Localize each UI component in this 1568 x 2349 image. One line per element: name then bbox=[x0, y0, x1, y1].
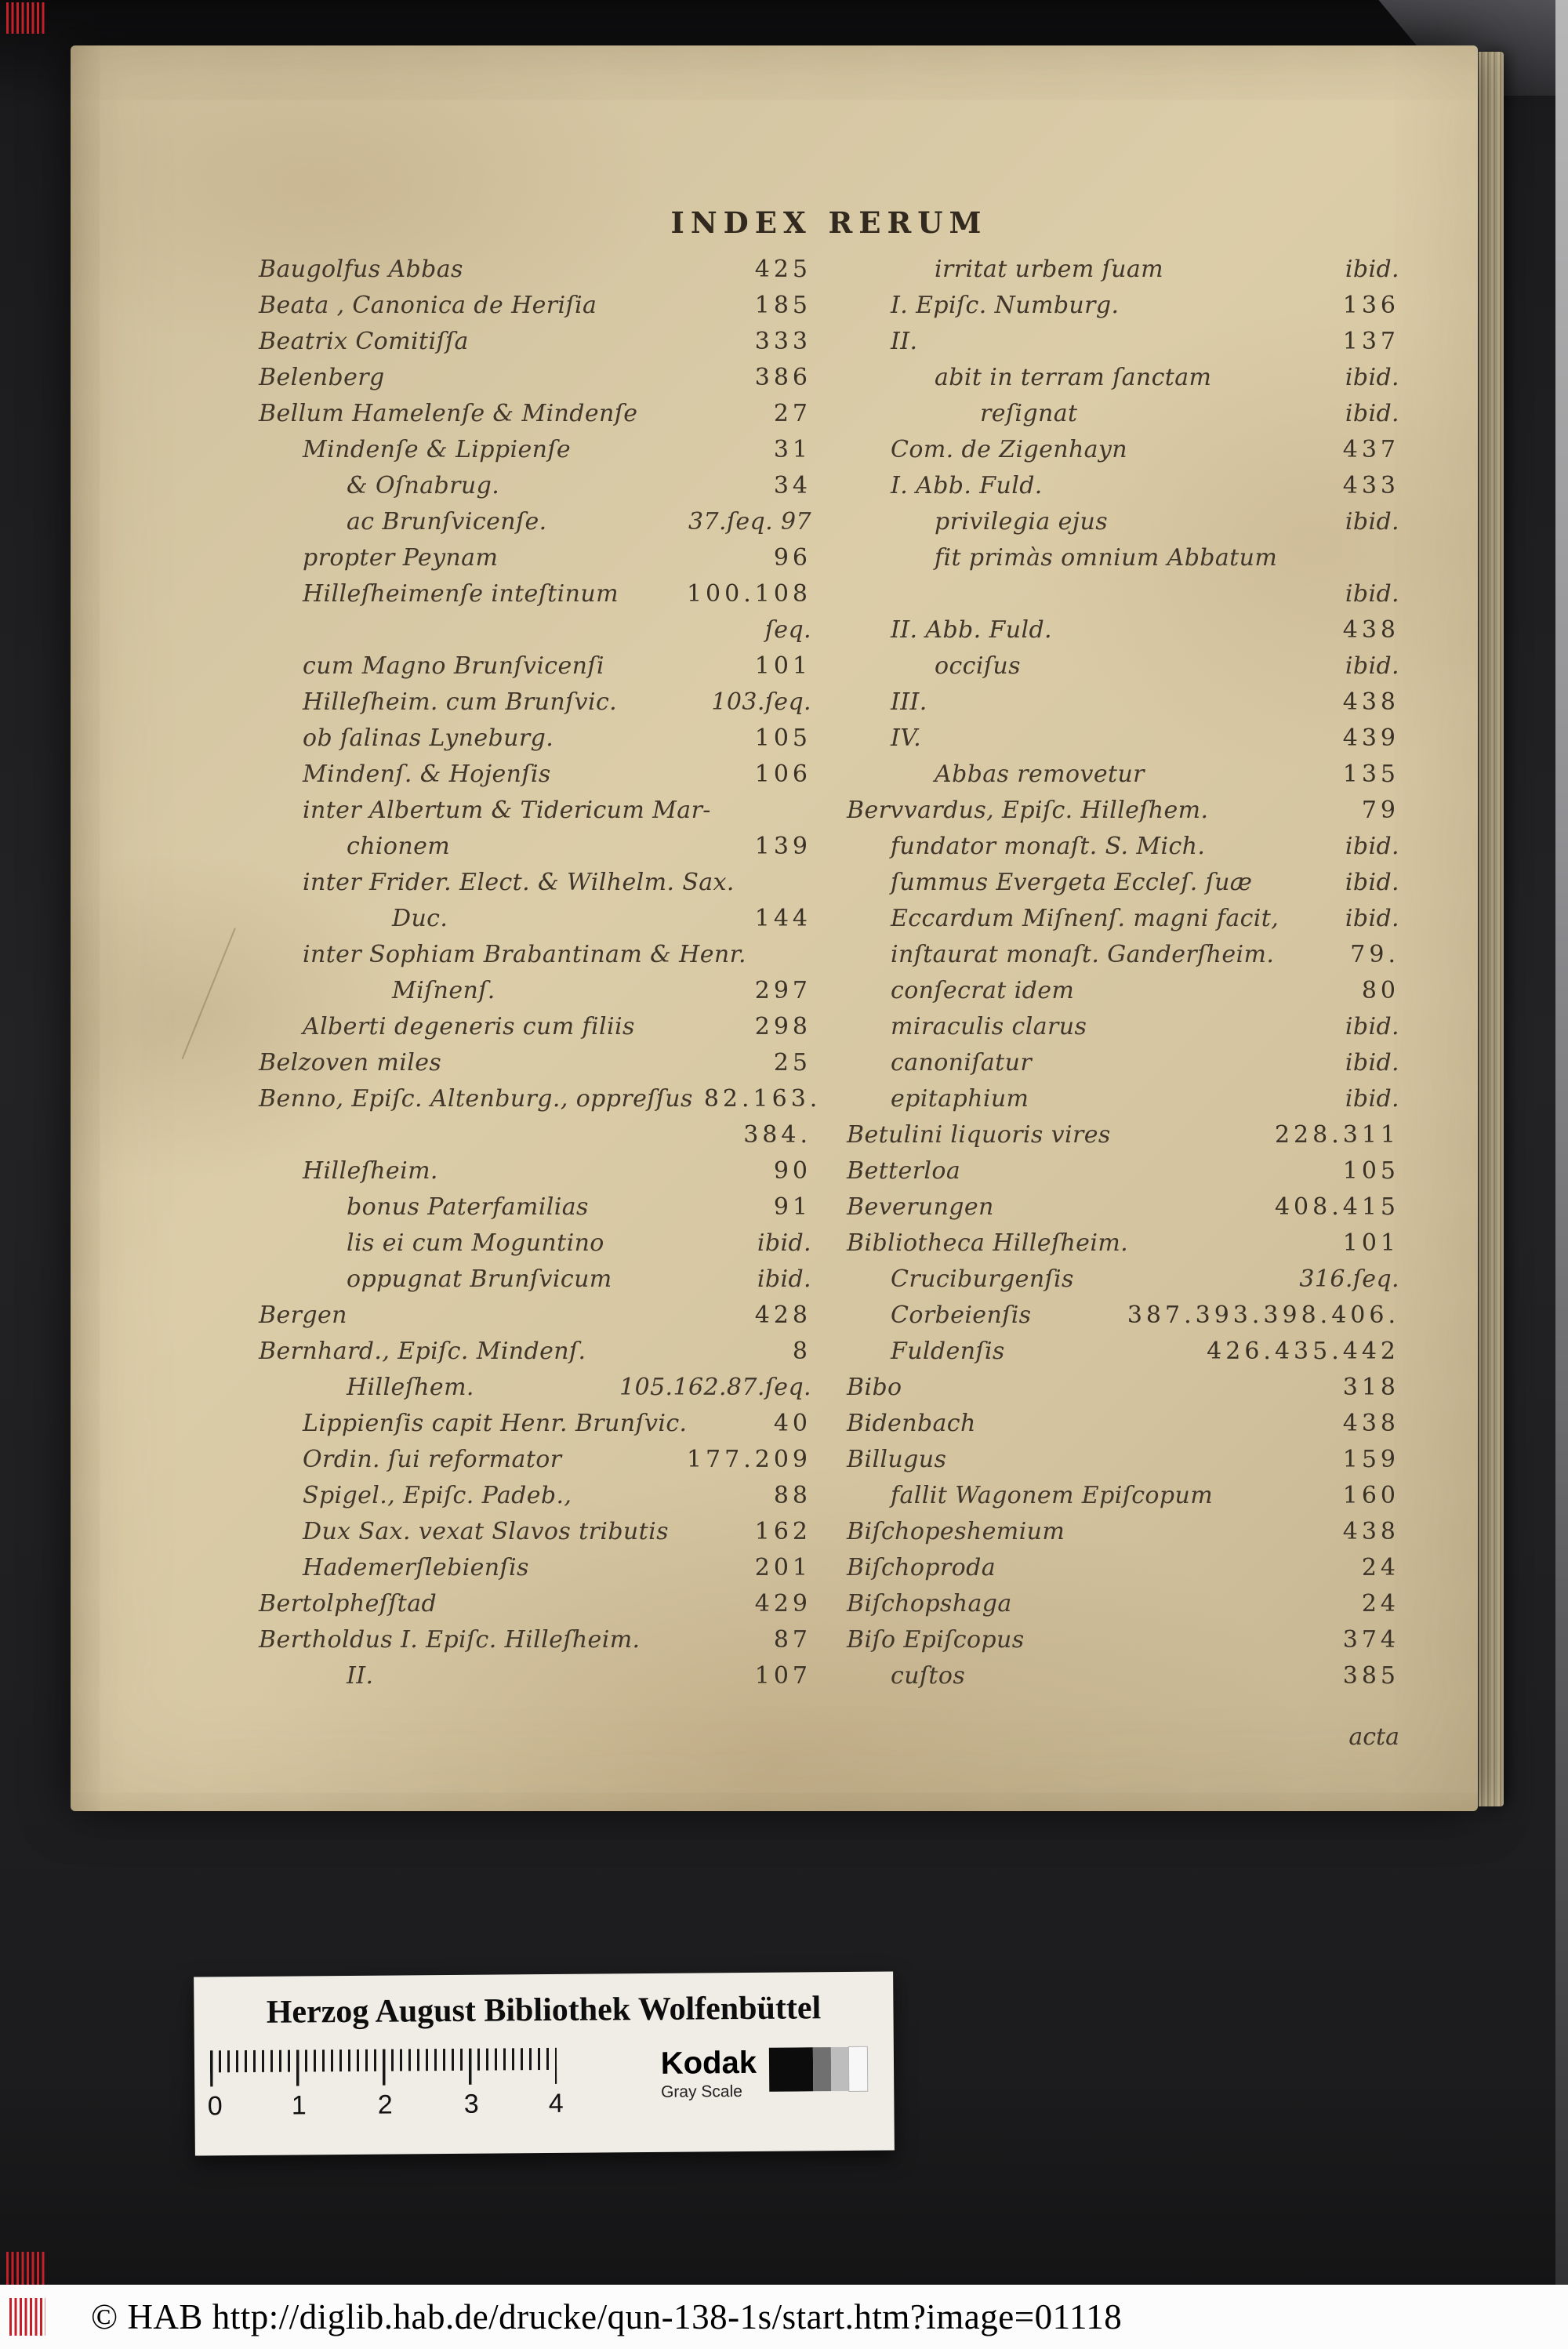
entry-page-number: 37.ſeq. 97 bbox=[688, 508, 811, 536]
index-entry bbox=[259, 256, 811, 292]
index-entry bbox=[259, 328, 811, 364]
entry-page-number: ibid. bbox=[1345, 652, 1399, 680]
index-entry bbox=[259, 1518, 811, 1554]
entry-page-number: 101 bbox=[754, 652, 811, 680]
index-entry bbox=[259, 580, 811, 616]
entry-page-number: 228.311 bbox=[1274, 1121, 1399, 1149]
entry-page-number: 80 bbox=[1361, 977, 1399, 1004]
ruler-number-1: 1 bbox=[291, 2090, 307, 2121]
entry-page-number: 27 bbox=[773, 400, 811, 427]
index-entry bbox=[847, 761, 1399, 797]
entry-page-number: 298 bbox=[754, 1013, 811, 1040]
entry-page-number: 105.162.87.ſeq. bbox=[619, 1374, 811, 1401]
index-entry bbox=[847, 508, 1399, 544]
index-entry bbox=[259, 544, 811, 580]
index-entry bbox=[259, 1374, 811, 1410]
index-entry bbox=[847, 1193, 1399, 1229]
index-columns bbox=[259, 256, 1399, 1698]
index-entry bbox=[847, 941, 1399, 977]
kodak-logo: Kodak bbox=[660, 2045, 757, 2081]
entry-page-number: 408.415 bbox=[1274, 1193, 1399, 1221]
entry-page-number: ibid. bbox=[1345, 869, 1399, 896]
ruler-number-2: 2 bbox=[377, 2089, 393, 2120]
entry-page-number: 438 bbox=[1342, 1518, 1399, 1545]
entry-text: Biſchopshaga bbox=[847, 1590, 1012, 1617]
entry-page-number: 91 bbox=[773, 1193, 811, 1221]
entry-text: Dux Sax. vexat Slavos tributis bbox=[303, 1518, 669, 1545]
index-entry bbox=[847, 1302, 1399, 1338]
entry-page-number: 144 bbox=[754, 905, 811, 932]
entry-page-number: ibid. bbox=[1345, 833, 1399, 860]
index-entry bbox=[259, 797, 811, 833]
index-entry bbox=[259, 292, 811, 328]
entry-text: Com. de Zigenhayn bbox=[891, 436, 1128, 463]
library-label bbox=[194, 1972, 895, 2156]
index-entry bbox=[847, 1590, 1399, 1626]
index-entry bbox=[847, 400, 1399, 436]
entry-page-number: 87 bbox=[773, 1626, 811, 1654]
copyright-url: © HAB http://diglib.hab.de/drucke/qun-138-1s/start.htm?image=01118 bbox=[91, 2297, 1123, 2336]
index-entry bbox=[847, 797, 1399, 833]
entry-text: epitaphium bbox=[891, 1085, 1029, 1113]
entry-text: inſtaurat monaſt. Ganderſheim. bbox=[891, 941, 1275, 968]
index-entry bbox=[259, 1410, 811, 1446]
footer-strip bbox=[0, 2285, 1568, 2349]
index-entry bbox=[847, 1518, 1399, 1554]
index-entry bbox=[847, 869, 1399, 905]
index-entry bbox=[259, 1662, 811, 1698]
entry-page-number: ibid. bbox=[1345, 508, 1399, 536]
entry-page-number: 177.209 bbox=[686, 1446, 811, 1473]
entry-page-number: 438 bbox=[1342, 688, 1399, 716]
entry-text: II. bbox=[891, 328, 918, 355]
red-registration-barcode-bottom bbox=[6, 2252, 47, 2286]
entry-text: Beata , Canonica de Heriſia bbox=[259, 292, 597, 319]
index-entry bbox=[847, 1338, 1399, 1374]
entry-page-number: 103.ſeq. bbox=[711, 688, 811, 716]
entry-page-number: 105 bbox=[754, 724, 811, 752]
ruler-number-4: 4 bbox=[548, 2088, 564, 2118]
paper-crease bbox=[182, 928, 239, 1060]
entry-text: Benno, Epiſc. Altenburg., oppreſſus bbox=[259, 1085, 693, 1113]
entry-page-number: 135 bbox=[1342, 761, 1399, 788]
catchword: acta bbox=[1348, 1723, 1399, 1751]
index-entry bbox=[259, 1482, 811, 1518]
index-entry bbox=[259, 1554, 811, 1590]
index-entry bbox=[847, 1157, 1399, 1193]
entry-page-number: 438 bbox=[1342, 616, 1399, 644]
entry-page-number: 79. bbox=[1350, 941, 1399, 968]
scale-ruler bbox=[207, 2048, 564, 2122]
entry-page-number: ibid. bbox=[1345, 256, 1399, 283]
grayscale-patch-light-gray bbox=[831, 2047, 849, 2091]
entry-page-number: 139 bbox=[754, 833, 811, 860]
entry-text: II. Abb. Fuld. bbox=[891, 616, 1052, 644]
entry-page-number: ibid. bbox=[1345, 580, 1399, 608]
entry-text: fundator monaſt. S. Mich. bbox=[891, 833, 1206, 860]
entry-text: Belenberg bbox=[259, 364, 385, 391]
entry-text: ſummus Evergeta Eccleſ. ſuæ bbox=[891, 869, 1253, 896]
index-entry bbox=[847, 328, 1399, 364]
entry-text: canoniſatur bbox=[891, 1049, 1033, 1076]
ruler-numbers bbox=[207, 2088, 564, 2122]
entry-text: irritat urbem ſuam bbox=[935, 256, 1163, 283]
entry-page-number: 106 bbox=[754, 761, 811, 788]
entry-page-number: 333 bbox=[754, 328, 811, 355]
index-entry bbox=[847, 833, 1399, 869]
index-entry bbox=[847, 688, 1399, 724]
index-entry bbox=[259, 833, 811, 869]
entry-page-number: 297 bbox=[754, 977, 811, 1004]
index-entry bbox=[259, 688, 811, 724]
entry-text: Beatrix Comitiſſa bbox=[259, 328, 469, 355]
entry-text: ob ſalinas Lyneburg. bbox=[303, 724, 554, 752]
entry-page-number: 439 bbox=[1342, 724, 1399, 752]
index-entry bbox=[259, 1590, 811, 1626]
entry-text: inter Sophiam Brabantinam & Henr. bbox=[303, 941, 746, 968]
entry-page-number: 31 bbox=[773, 436, 811, 463]
entry-text: Biſo Epiſcopus bbox=[847, 1626, 1025, 1654]
entry-text: Miſnenſ. bbox=[392, 977, 495, 1004]
entry-page-number: 100.108 bbox=[686, 580, 811, 608]
entry-page-number: 428 bbox=[754, 1302, 811, 1329]
entry-text: Bernhard., Epiſc. Mindenſ. bbox=[259, 1338, 586, 1365]
page-title: INDEX RERUM bbox=[670, 205, 988, 240]
entry-page-number: 159 bbox=[1342, 1446, 1399, 1473]
index-entry bbox=[847, 1410, 1399, 1446]
entry-text: chionem bbox=[347, 833, 451, 860]
entry-text: Billugus bbox=[847, 1446, 947, 1473]
index-entry bbox=[259, 1626, 811, 1662]
entry-text: ac Brunſvicenſe. bbox=[347, 508, 547, 536]
index-entry bbox=[847, 544, 1399, 580]
index-entry bbox=[259, 436, 811, 472]
entry-text: abit in terram ſanctam bbox=[935, 364, 1212, 391]
kodak-grayscale-block bbox=[661, 2046, 868, 2119]
entry-page-number: 185 bbox=[754, 292, 811, 319]
library-name: Herzog August Bibliothek Wolfenbüttel bbox=[266, 1990, 822, 2031]
entry-text: II. bbox=[347, 1662, 374, 1690]
entry-text: lis ei cum Moguntino bbox=[347, 1229, 604, 1257]
entry-text: Duc. bbox=[392, 905, 448, 932]
entry-text: cum Magno Brunſvicenſi bbox=[303, 652, 604, 680]
entry-text: Belzoven miles bbox=[259, 1049, 442, 1076]
book-fore-edge-pages bbox=[1479, 52, 1504, 1806]
entry-text: reſignat bbox=[980, 400, 1078, 427]
entry-page-number: 429 bbox=[754, 1590, 811, 1617]
grayscale-patches bbox=[769, 2047, 867, 2092]
entry-text: Beverungen bbox=[847, 1193, 994, 1221]
entry-text: Bertholdus I. Epiſc. Hilleſheim. bbox=[259, 1626, 641, 1654]
index-entry bbox=[847, 1121, 1399, 1157]
entry-page-number: 316.ſeq. bbox=[1299, 1265, 1399, 1293]
index-entry bbox=[847, 1085, 1399, 1121]
entry-text: Mindenſe & Lippienſe bbox=[303, 436, 571, 463]
ruler-number-3: 3 bbox=[463, 2089, 479, 2119]
index-entry bbox=[259, 1049, 811, 1085]
entry-page-number: 24 bbox=[1361, 1590, 1399, 1617]
index-entry bbox=[259, 472, 811, 508]
entry-page-number: 318 bbox=[1342, 1374, 1399, 1401]
entry-text: propter Peynam bbox=[303, 544, 499, 572]
index-entry bbox=[847, 436, 1399, 472]
entry-text: inter Frider. Elect. & Wilhelm. Sax. bbox=[303, 869, 735, 896]
index-entry bbox=[847, 1265, 1399, 1302]
entry-page-number: ibid. bbox=[1345, 1049, 1399, 1076]
entry-text: Bibo bbox=[847, 1374, 902, 1401]
index-entry bbox=[259, 1193, 811, 1229]
entry-page-number: 34 bbox=[773, 472, 811, 499]
entry-text: Bidenbach bbox=[847, 1410, 976, 1437]
entry-text: & Oſnabrug. bbox=[347, 472, 500, 499]
entry-page-number: 160 bbox=[1342, 1482, 1399, 1509]
entry-text: Spigel., Epiſc. Padeb., bbox=[303, 1482, 572, 1509]
index-entry bbox=[847, 1049, 1399, 1085]
entry-text: Cruciburgenſis bbox=[891, 1265, 1074, 1293]
entry-text: Bellum Hamelenſe & Mindenſe bbox=[259, 400, 638, 427]
index-entry bbox=[847, 1446, 1399, 1482]
entry-text: I. Abb. Fuld. bbox=[891, 472, 1043, 499]
entry-text: Corbeienſis bbox=[891, 1302, 1032, 1329]
entry-page-number: 384. bbox=[743, 1121, 811, 1149]
entry-page-number: 437 bbox=[1342, 436, 1399, 463]
index-column-left bbox=[259, 256, 822, 1698]
entry-page-number: ibid. bbox=[1345, 1013, 1399, 1040]
entry-page-number: 387.393.398.406. bbox=[1127, 1302, 1399, 1329]
entry-page-number: ibid. bbox=[1345, 1085, 1399, 1113]
entry-page-number: ibid. bbox=[757, 1229, 811, 1257]
index-entry bbox=[847, 652, 1399, 688]
entry-page-number: 136 bbox=[1342, 292, 1399, 319]
index-entry bbox=[259, 1085, 822, 1121]
scan-right-edge bbox=[1555, 0, 1568, 2349]
index-entry bbox=[847, 977, 1399, 1013]
entry-page-number: 101 bbox=[1342, 1229, 1399, 1257]
entry-page-number: 438 bbox=[1342, 1410, 1399, 1437]
index-entry bbox=[259, 652, 811, 688]
entry-page-number: 90 bbox=[773, 1157, 811, 1185]
entry-page-number: 40 bbox=[773, 1410, 811, 1437]
entry-text: III. bbox=[891, 688, 927, 716]
index-entry bbox=[847, 1662, 1399, 1698]
entry-text: Baugolfus Abbas bbox=[259, 256, 463, 283]
index-entry bbox=[847, 905, 1399, 941]
grayscale-patch-black bbox=[769, 2047, 813, 2091]
entry-text: Hilleſheim. cum Brunſvic. bbox=[303, 688, 618, 716]
kodak-text bbox=[661, 2046, 757, 2102]
entry-page-number: ibid. bbox=[1345, 400, 1399, 427]
index-entry bbox=[259, 1013, 811, 1049]
index-entry bbox=[259, 1229, 811, 1265]
entry-text: Mindenſ. & Hojenſis bbox=[303, 761, 551, 788]
index-entry bbox=[259, 869, 811, 905]
entry-text: Fuldenſis bbox=[891, 1338, 1005, 1365]
entry-text: Hademerſlebienſis bbox=[303, 1554, 529, 1581]
entry-text: Hilleſheim. bbox=[303, 1157, 438, 1185]
entry-page-number: ibid. bbox=[757, 1265, 811, 1293]
entry-page-number: 162 bbox=[754, 1518, 811, 1545]
index-entry bbox=[847, 1626, 1399, 1662]
entry-text: IV. bbox=[891, 724, 922, 752]
entry-text: Bertolpheſſtad bbox=[259, 1590, 437, 1617]
entry-text: Hilleſheimenſe inteſtinum bbox=[303, 580, 619, 608]
entry-page-number: ibid. bbox=[1345, 364, 1399, 391]
index-entry bbox=[259, 1157, 811, 1193]
entry-text: miraculis clarus bbox=[891, 1013, 1087, 1040]
index-entry bbox=[847, 256, 1399, 292]
entry-text: oppugnat Brunſvicum bbox=[347, 1265, 612, 1293]
entry-page-number: 137 bbox=[1342, 328, 1399, 355]
index-entry bbox=[259, 1302, 811, 1338]
entry-page-number: 426.435.442 bbox=[1207, 1338, 1399, 1365]
entry-text: Bergen bbox=[259, 1302, 347, 1329]
entry-text: Ordin. ſui reformator bbox=[303, 1446, 562, 1473]
index-entry bbox=[259, 1446, 811, 1482]
index-entry bbox=[259, 905, 811, 941]
entry-text: Abbas removetur bbox=[935, 761, 1145, 788]
entry-text: bonus Paterfamilias bbox=[347, 1193, 589, 1221]
entry-text: Bervvardus, Epiſc. Hilleſhem. bbox=[847, 797, 1209, 824]
entry-text: Eccardum Miſnenſ. magni facit, bbox=[891, 905, 1279, 932]
entry-page-number: 385 bbox=[1342, 1662, 1399, 1690]
entry-text: I. Epiſc. Numburg. bbox=[891, 292, 1120, 319]
ruler-ticks bbox=[210, 2048, 557, 2086]
red-registration-barcode-top bbox=[6, 2, 47, 34]
entry-text: privilegia ejus bbox=[935, 508, 1109, 536]
index-entry bbox=[847, 472, 1399, 508]
index-entry bbox=[259, 616, 811, 652]
grayscale-patch-white bbox=[849, 2047, 867, 2091]
index-entry bbox=[259, 761, 811, 797]
red-registration-barcode-footer bbox=[9, 2298, 45, 2336]
entry-text: Betterloa bbox=[847, 1157, 961, 1185]
index-entry bbox=[259, 508, 811, 544]
label-lower-row bbox=[194, 2026, 895, 2122]
index-entry bbox=[847, 1374, 1399, 1410]
entry-text: Lippienſis capit Henr. Brunſvic. bbox=[303, 1410, 688, 1437]
entry-text: Biſchopeshemium bbox=[847, 1518, 1065, 1545]
entry-page-number: ibid. bbox=[1345, 905, 1399, 932]
index-entry bbox=[259, 400, 811, 436]
entry-page-number: 82.163. bbox=[703, 1085, 822, 1113]
entry-text: Hilleſhem. bbox=[347, 1374, 474, 1401]
index-column-right bbox=[847, 256, 1399, 1698]
index-entry bbox=[259, 1121, 811, 1157]
index-entry bbox=[847, 1229, 1399, 1265]
index-entry bbox=[847, 616, 1399, 652]
entry-text: Betulini liquoris vires bbox=[847, 1121, 1111, 1149]
index-entry bbox=[259, 977, 811, 1013]
entry-text: cuſtos bbox=[891, 1662, 966, 1690]
entry-page-number: 105 bbox=[1342, 1157, 1399, 1185]
entry-page-number: 25 bbox=[773, 1049, 811, 1076]
book-page bbox=[71, 45, 1478, 1811]
entry-page-number: 79 bbox=[1361, 797, 1399, 824]
index-entry bbox=[847, 724, 1399, 761]
entry-page-number: 8 bbox=[792, 1338, 811, 1365]
entry-text: conſecrat idem bbox=[891, 977, 1075, 1004]
entry-text: inter Albertum & Tidericum Mar- bbox=[303, 797, 711, 824]
grayscale-label: Gray Scale bbox=[660, 2082, 743, 2101]
index-entry bbox=[847, 1482, 1399, 1518]
index-entry bbox=[847, 580, 1399, 616]
grayscale-patch-dark-gray bbox=[813, 2047, 831, 2091]
entry-text: fit primàs omnium Abbatum bbox=[935, 544, 1278, 572]
index-entry bbox=[259, 1265, 811, 1302]
entry-page-number: 425 bbox=[754, 256, 811, 283]
entry-page-number: 88 bbox=[773, 1482, 811, 1509]
ruler-number-0: 0 bbox=[207, 2091, 223, 2122]
entry-page-number: 24 bbox=[1361, 1554, 1399, 1581]
entry-page-number: 374 bbox=[1342, 1626, 1399, 1654]
entry-page-number: 96 bbox=[773, 544, 811, 572]
index-entry bbox=[847, 364, 1399, 400]
entry-text: Bibliotheca Hilleſheim. bbox=[847, 1229, 1129, 1257]
entry-page-number: 386 bbox=[754, 364, 811, 391]
index-entry bbox=[259, 724, 811, 761]
entry-text: Alberti degeneris cum filiis bbox=[303, 1013, 635, 1040]
index-entry bbox=[259, 364, 811, 400]
index-entry bbox=[847, 292, 1399, 328]
entry-page-number: 201 bbox=[754, 1554, 811, 1581]
entry-page-number: ſeq. bbox=[764, 616, 811, 644]
entry-text: fallit Wagonem Epiſcopum bbox=[891, 1482, 1214, 1509]
index-entry bbox=[259, 941, 811, 977]
entry-text: Biſchoproda bbox=[847, 1554, 996, 1581]
entry-page-number: 107 bbox=[754, 1662, 811, 1690]
entry-text: occiſus bbox=[935, 652, 1021, 680]
index-entry bbox=[847, 1013, 1399, 1049]
entry-page-number: 433 bbox=[1342, 472, 1399, 499]
index-entry bbox=[847, 1554, 1399, 1590]
index-entry bbox=[259, 1338, 811, 1374]
